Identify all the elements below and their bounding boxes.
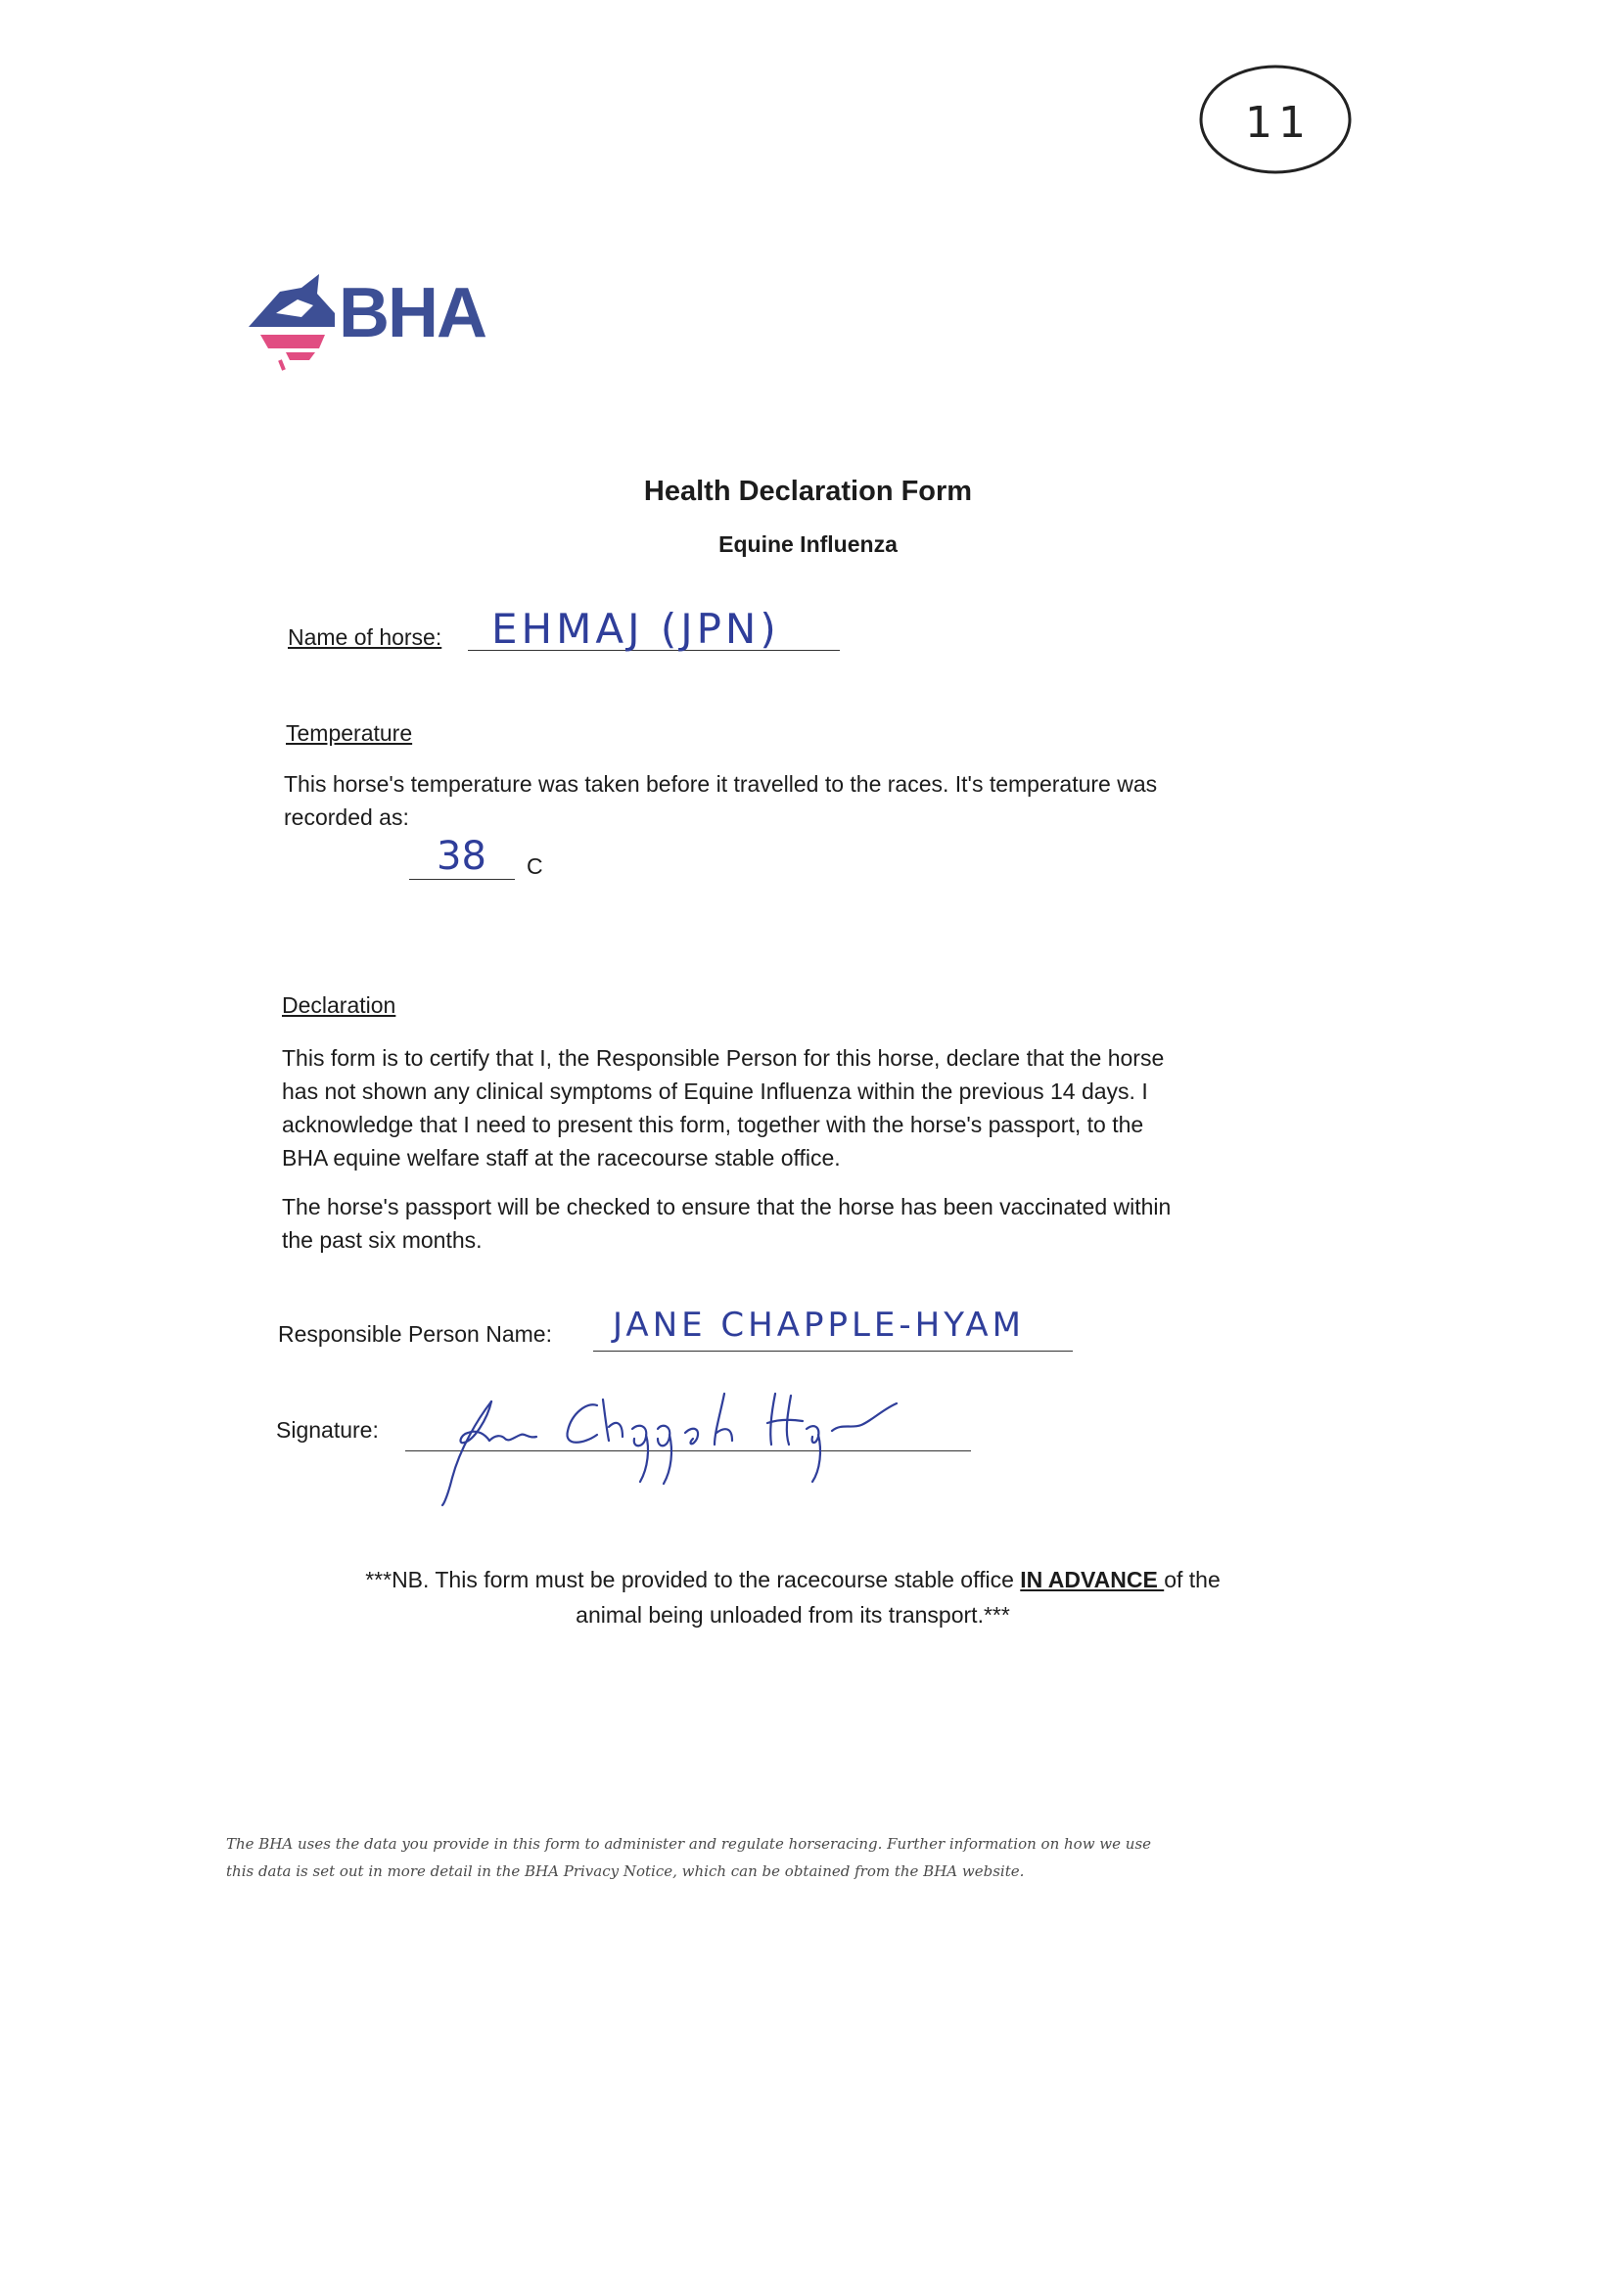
nb-notice-line1-post: of the [1164, 1567, 1221, 1592]
nb-notice-line2: animal being unloaded from its transport.*** [576, 1602, 1010, 1628]
temperature-text-line1: This horse's temperature was taken before it travelled to the races. It's temperature was [284, 771, 1158, 797]
declaration-para1-line4: BHA equine welfare staff at the racecourse stable office. [282, 1145, 841, 1171]
signature-label: Signature: [276, 1417, 379, 1443]
bha-logo [241, 266, 534, 376]
nb-notice [284, 1562, 1302, 1632]
temperature-line [409, 879, 515, 880]
nb-notice-emphasis: IN ADVANCE [1020, 1567, 1165, 1592]
form-title: Health Declaration Form [643, 476, 973, 507]
horse-name-label: Name of horse: [288, 624, 442, 650]
handwritten-signature[interactable] [431, 1380, 959, 1507]
declaration-para1-line2: has not shown any clinical symptoms of Equine Influenza within the previous 14 days. I [282, 1079, 1148, 1104]
declaration-para2-line1: The horse's passport will be checked to ensure that the horse has been vaccinated within [282, 1194, 1172, 1219]
svg-text:BHA: BHA [339, 274, 485, 352]
privacy-footer-line2: this data is set out in more detail in the BHA Privacy Notice, which can be obtained from the BHA website. [226, 1862, 1025, 1880]
form-subtitle: Equine Influenza [718, 531, 898, 557]
privacy-footer-line1: The BHA uses the data you provide in this form to administer and regulate horseracing. Further information on how we use [226, 1835, 1152, 1853]
declaration-para1-line3: acknowledge that I need to present this form, together with the horse's passport, to the [282, 1112, 1144, 1137]
temperature-unit: C [527, 853, 543, 879]
responsible-person-value[interactable]: JANE CHAPPLE-HYAM [613, 1306, 1025, 1345]
declaration-heading: Declaration [282, 992, 396, 1018]
temperature-text-line2: recorded as: [284, 804, 409, 830]
nb-notice-line1-pre: ***NB. This form must be provided to the racecourse stable office [365, 1567, 1021, 1592]
declaration-para1-line1: This form is to certify that I, the Responsible Person for this horse, declare that the horse [282, 1045, 1165, 1071]
responsible-person-line [593, 1351, 1073, 1352]
declaration-para2-line2: the past six months. [282, 1227, 483, 1253]
privacy-footer [226, 1830, 1313, 1885]
responsible-person-label: Responsible Person Name: [278, 1321, 552, 1347]
temperature-heading: Temperature [286, 720, 413, 746]
horse-name-value[interactable]: EHMAJ (JPN) [491, 605, 780, 653]
page-number: 11 [1245, 98, 1312, 148]
temperature-value[interactable]: 38 [437, 834, 486, 879]
